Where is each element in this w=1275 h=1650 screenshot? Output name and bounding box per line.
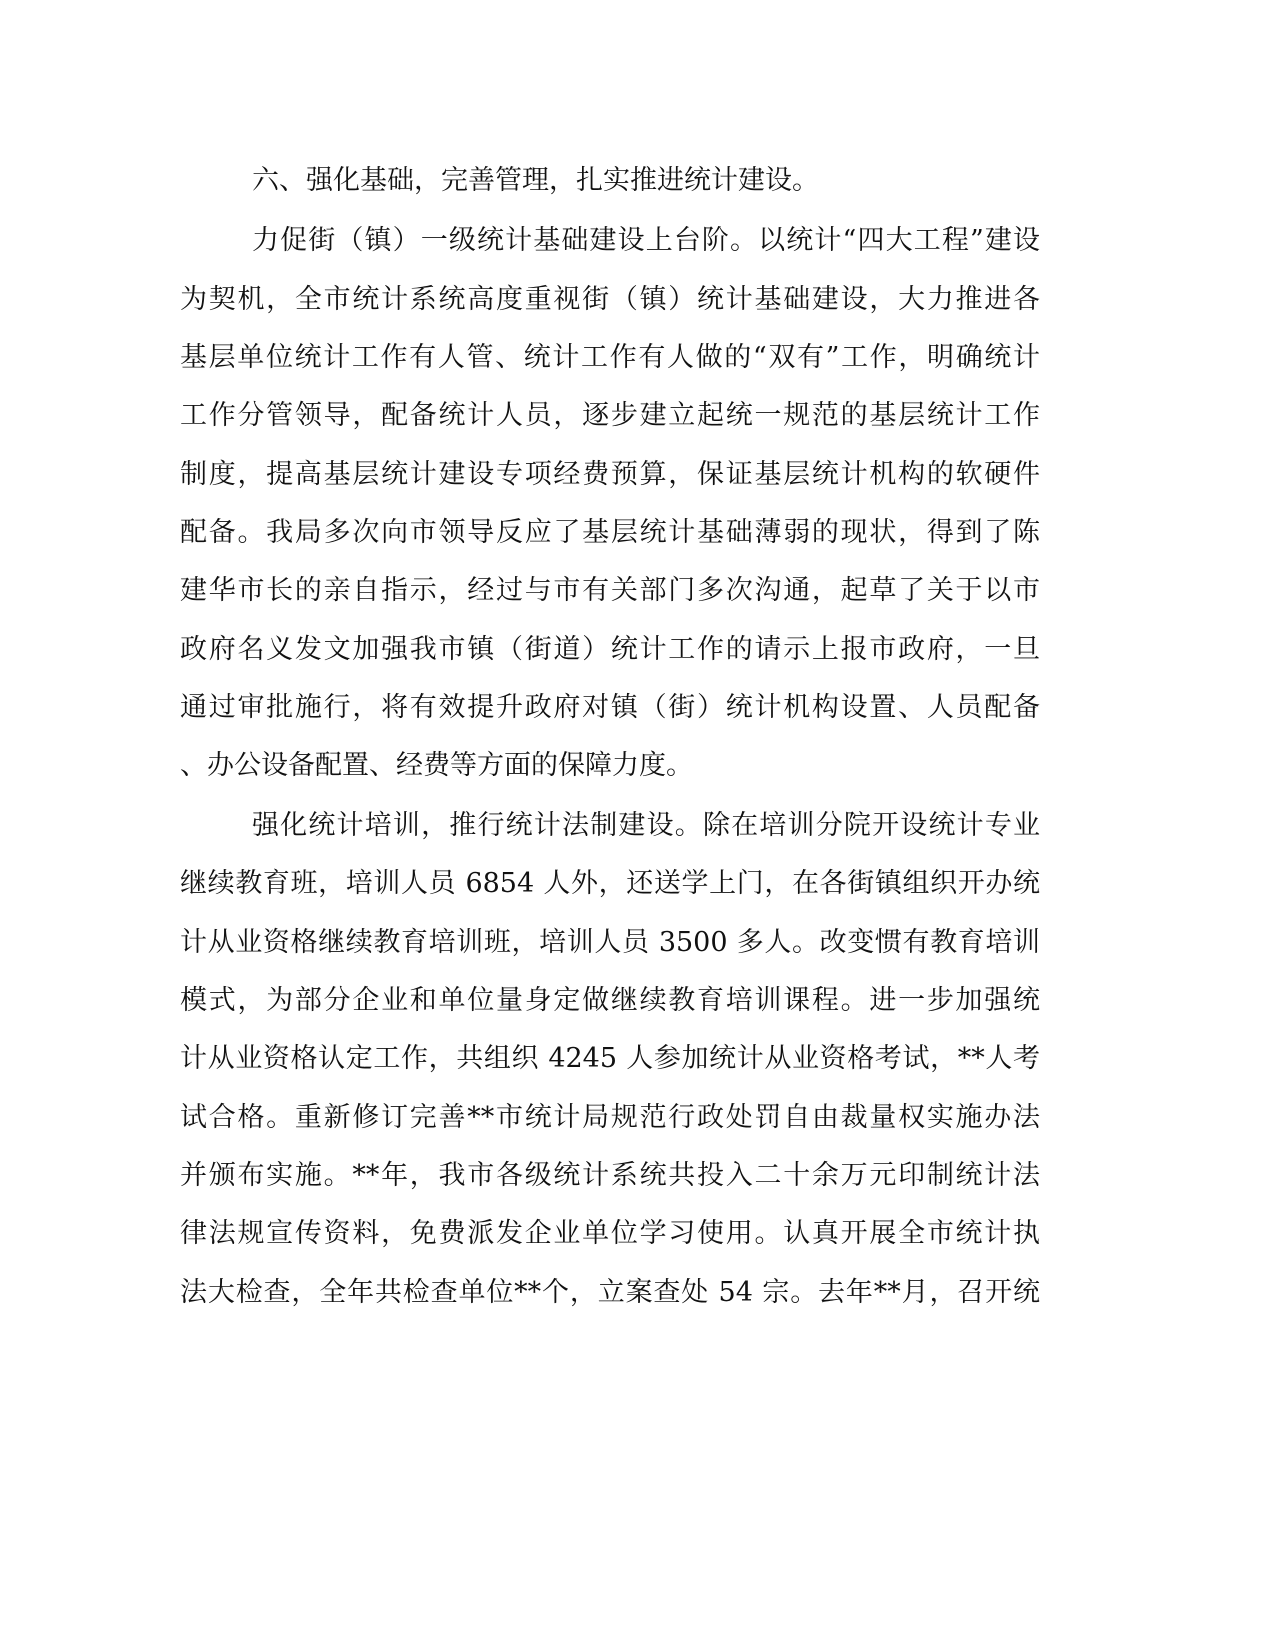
paragraph-line: 并颁布实施。**年，我市各级统计系统共投入二十余万元印制统计法 bbox=[180, 1160, 1040, 1191]
paragraph-line: 强化统计培训，推行统计法制建设。除在培训分院开设统计专业 bbox=[252, 810, 1040, 841]
paragraph-line: 通过审批施行，将有效提升政府对镇（街）统计机构设置、人员配备 bbox=[180, 692, 1040, 723]
paragraph-line: 建华市长的亲自指示，经过与市有关部门多次沟通，起草了关于以市 bbox=[180, 575, 1040, 606]
paragraph-line: 为契机，全市统计系统高度重视街（镇）统计基础建设，大力推进各 bbox=[180, 284, 1040, 315]
paragraph-line: 试合格。重新修订完善**市统计局规范行政处罚自由裁量权实施办法 bbox=[180, 1102, 1040, 1133]
section-heading: 六、强化基础，完善管理，扎实推进统计建设。 bbox=[252, 165, 819, 196]
paragraph-line: 制度，提高基层统计建设专项经费预算，保证基层统计机构的软硬件 bbox=[180, 459, 1040, 490]
paragraph-line: 基层单位统计工作有人管、统计工作有人做的“双有”工作，明确统计 bbox=[180, 342, 1040, 373]
paragraph-line: 、办公设备配置、经费等方面的保障力度。 bbox=[180, 750, 693, 781]
paragraph-line: 模式，为部分企业和单位量身定做继续教育培训课程。进一步加强统 bbox=[180, 985, 1040, 1016]
paragraph-line: 法大检查，全年共检查单位**个，立案查处 54 宗。去年**月，召开统 bbox=[180, 1277, 1040, 1308]
paragraph-line: 力促街（镇）一级统计基础建设上台阶。以统计“四大工程”建设 bbox=[252, 225, 1040, 256]
paragraph-line: 律法规宣传资料，免费派发企业单位学习使用。认真开展全市统计执 bbox=[180, 1218, 1040, 1249]
paragraph-line: 工作分管领导，配备统计人员，逐步建立起统一规范的基层统计工作 bbox=[180, 400, 1040, 431]
paragraph-line: 配备。我局多次向市领导反应了基层统计基础薄弱的现状，得到了陈 bbox=[180, 517, 1040, 548]
paragraph-line: 继续教育班，培训人员 6854 人外，还送学上门，在各街镇组织开办统 bbox=[180, 868, 1040, 899]
paragraph-line: 计从业资格认定工作，共组织 4245 人参加统计从业资格考试，**人考 bbox=[180, 1043, 1040, 1074]
paragraph-line: 计从业资格继续教育培训班，培训人员 3500 多人。改变惯有教育培训 bbox=[180, 927, 1040, 958]
paragraph-line: 政府名义发文加强我市镇（街道）统计工作的请示上报市政府，一旦 bbox=[180, 634, 1040, 665]
